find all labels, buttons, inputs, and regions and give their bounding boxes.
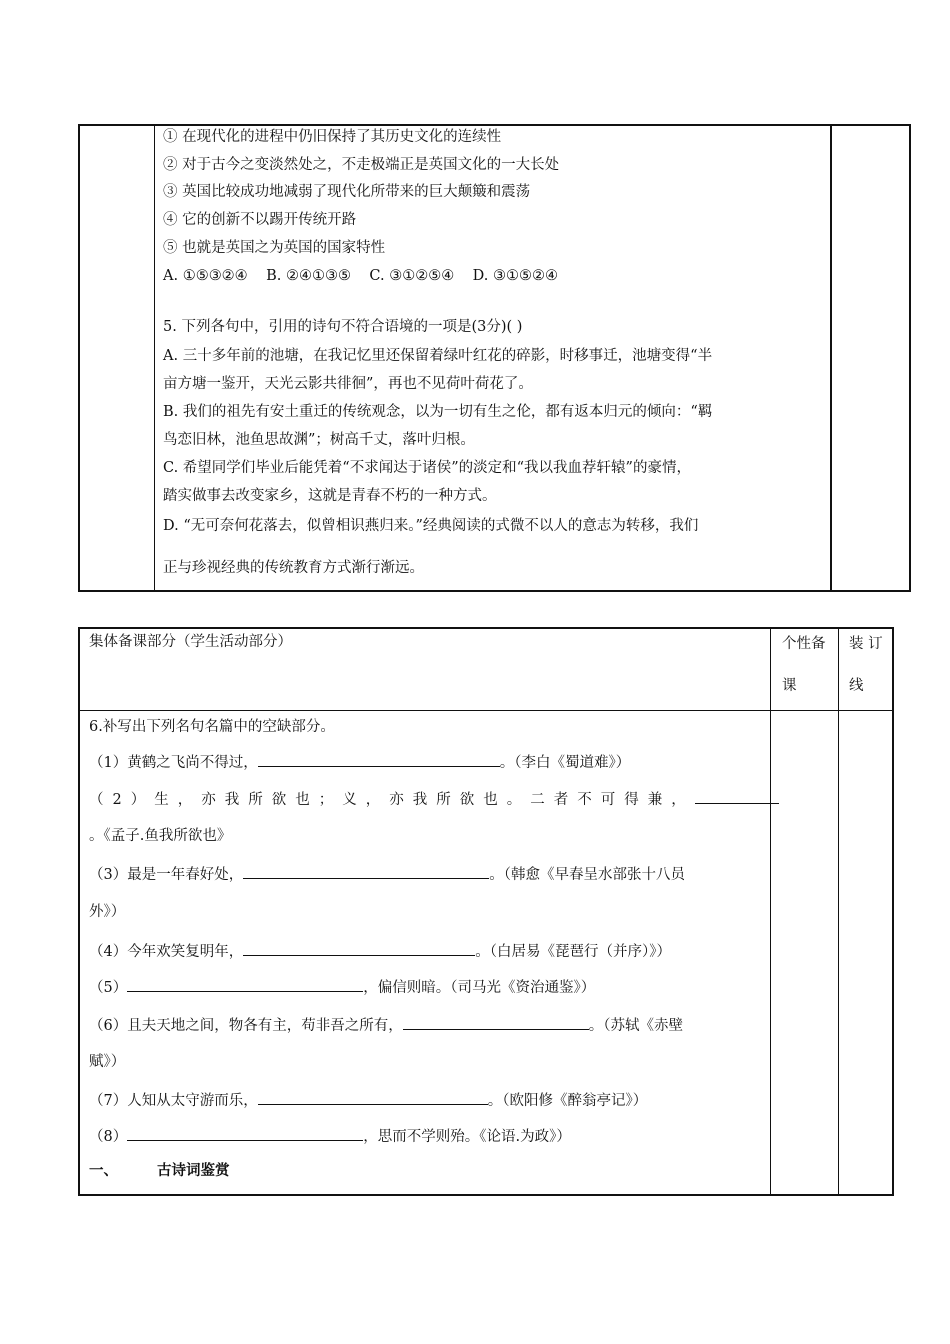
q6-item-8-text: （8） [89,1129,128,1145]
q6-item-2-text: （2）生，亦我所欲也；义，亦我所欲也。二者不可得兼， [89,792,695,808]
section-number: 一、 [89,1163,118,1179]
item-4: ④ 它的创新不以踢开传统开路 [163,212,357,228]
q6-item-3-text: （3）最是一年春好处， [89,867,244,883]
q5-option-d-line2: 正与珍视经典的传统教育方式渐行渐远。 [163,560,424,576]
left-margin-column [80,126,155,590]
header-collective-prep: 集体备课部分（学生活动部分） [89,634,292,650]
q5-option-c-line2: 踏实做事去改变家乡，这就是青春不朽的一种方式。 [163,488,497,504]
q6-item-2 [89,789,779,809]
q6-item-1-source: 。（李白《蜀道难》） [499,755,631,771]
answer-blank[interactable] [243,864,489,879]
answer-options: A. ①⑤③②④ B. ②④①③⑤ C. ③①②⑤④ D. ③①⑤②④ [163,268,558,284]
q5-option-b-line1: B. 我们的祖先有安土重迁的传统观念，以为一切有生之伦，都有返本归元的倾向：“羁 [163,404,713,420]
divider [838,629,839,1194]
answer-blank[interactable] [243,941,475,956]
divider [770,629,771,1194]
q6-item-1-text: （1）黄鹤之飞尚不得过， [89,755,258,771]
q6-item-6 [89,1015,683,1035]
q5-option-a-line1: A. 三十多年前的池塘，在我记忆里还保留着绿叶红花的碎影，时移事迁，池塘变得“半 [163,348,713,364]
item-5: ⑤ 也就是英国之为英国的国家特性 [163,240,386,256]
q6-item-1 [89,752,630,772]
q6-item-8-source: ，思而不学则殆。《论语.为政》） [363,1129,571,1145]
q6-item-6-text: （6）且夫天地之间，物各有主，苟非吾之所有， [89,1018,403,1034]
content-column [154,126,832,590]
answer-blank[interactable] [695,789,779,804]
question-table-top [78,124,911,592]
q5-option-d-line1: D. “无可奈何花落去，似曾相识燕归来。”经典阅读的式微不以人的意志为转移，我们 [163,518,699,534]
item-1: ① 在现代化的进程中仍旧保持了其历史文化的连续性 [163,129,502,145]
q5-option-c-line1: C. 希望同学们毕业后能凭着“不求闻达于诸侯”的淡定和“我以我血荐轩辕”的豪情， [163,460,691,476]
q6-item-2-source: 。《孟子.鱼我所欲也》 [89,828,232,844]
q6-item-5-source: ，偏信则暗。（司马光《资治通鉴》） [363,980,596,996]
item-3: ③ 英国比较成功地减弱了现代化所带来的巨大颠簸和震荡 [163,184,531,200]
header-binding-line-2: 线 [849,678,864,694]
q5-option-a-line2: 亩方塘一鉴开，天光云影共徘徊”，再也不见荷叶荷花了。 [163,376,533,392]
q6-item-5-text: （5） [89,980,128,996]
answer-blank[interactable] [258,1090,488,1105]
q6-item-4-source: 。（白居易《琵琶行（并序）》） [475,944,671,960]
header-binding-line-1: 装 订 [849,636,883,652]
right-margin-column [832,126,909,590]
divider [80,710,892,711]
q6-item-7 [89,1090,647,1110]
q6-item-6-source: 。（苏轼《赤壁 [588,1018,683,1034]
q6-item-3 [89,864,685,884]
q6-stem: 6.补写出下列名句名篇中的空缺部分。 [89,719,335,735]
q6-item-6-source-cont: 赋》） [89,1054,126,1070]
q6-item-3-source-cont: 外》） [89,904,126,920]
q6-item-3-source: 。（韩愈《早春呈水部张十八员 [489,867,685,883]
q6-item-4-text: （4）今年欢笑复明年， [89,944,244,960]
q6-item-7-source: 。（欧阳修《醉翁亭记》） [487,1093,648,1109]
section-title: 古诗词鉴赏 [157,1163,230,1179]
q6-item-4 [89,941,671,961]
q5-stem: 5. 下列各句中，引用的诗句不符合语境的一项是(3分)( ) [163,319,523,335]
question-table-bottom [78,627,894,1196]
header-personal-prep-1: 个性备 [782,636,826,652]
q6-item-7-text: （7）人知从太守游而乐， [89,1093,258,1109]
header-personal-prep-2: 课 [782,678,797,694]
answer-blank[interactable] [127,977,363,992]
q6-item-8 [89,1126,571,1146]
answer-blank[interactable] [127,1126,363,1141]
item-2: ② 对于古今之变淡然处之，不走极端正是英国文化的一大长处 [163,157,560,173]
answer-blank[interactable] [403,1015,589,1030]
answer-blank[interactable] [258,752,500,767]
q6-item-5 [89,977,595,997]
q5-option-b-line2: 鸟恋旧林，池鱼思故渊”；树高千丈，落叶归根。 [163,432,475,448]
